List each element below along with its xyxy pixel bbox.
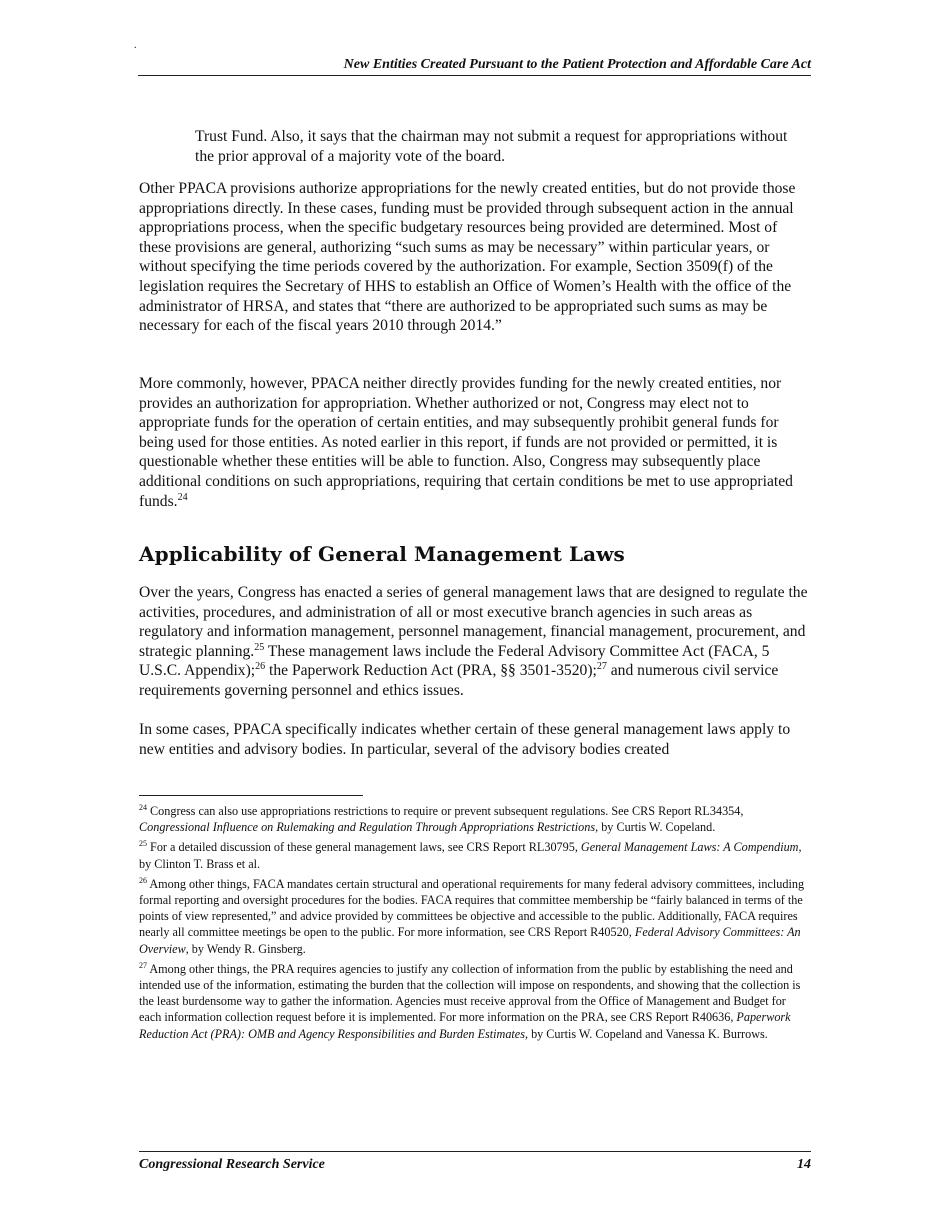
paragraph-no-funding [139,374,811,511]
footnote-ref-25[interactable]: 25 [254,641,265,653]
paragraph-text: These management laws include the Federal Advisory Committee Act (FACA, 5 U.S.C. Appendix); [139,642,770,680]
footnote-report-title: Paperwork Reduction Act (PRA): OMB and Agency Responsibilities and Burden Estimates [139,1010,791,1041]
footnote-report-title: Congressional Influence on Rulemaking and Regulation Through Appropriations Restrictions [139,820,596,835]
footnote-text: , by Curtis W. Copeland and Vanessa K. Burrows. [524,1026,768,1041]
footnote-text: Among other things, FACA mandates certain structural and operational requirements for many federal advisory committees, including formal reporting and oversight procedures for the bodies. FACA requires that committee membership be “fairly balanced in terms of the points of view represented,” and advice provided by committees be objective and accessible to the public. Additionally, FACA requires nearly all committee meetings be open to the public. For more information, see CRS Report R40520, [139,876,805,940]
paragraph-text: Other PPACA provisions authorize appropriations for the newly created entities, but do not provide those appropriations directly. In these cases, funding must be provided through subsequent action in the annual appropriations process, when the specific budgetary resources being provided are determined. Most of these provisions are general, authorizing “such sums as may be necessary” within particular years, or without specifying the time periods covered by the authorization. For example, Section 3509(f) of the legislation requires the Secretary of HHS to establish an Office of Women’s Health with the office of the administrator of HRSA, and states that “there are authorized to be appropriated such sums as may be necessary for each of the fiscal years 2010 through 2014.” [139,180,796,335]
paragraph-ppaca-applicability: In some cases, PPACA specifically indicates whether certain of these general management laws apply to new entities and advisory bodies. In particular, several of the advisory bodies created [139,721,791,758]
footnote-24 [139,803,811,835]
footnote-number: 25 [139,839,147,849]
block-quote: Trust Fund. Also, it says that the chairman may not submit a request for appropriations without the prior approval of a majority vote of the board. [195,128,788,165]
paragraph-text: and numerous civil service requirements governing personnel and ethics issues. [139,662,779,699]
footnote-number: 27 [139,960,147,970]
paragraph-funding-authorization [139,179,811,336]
footnote-27 [139,961,811,1042]
footnote-text: , by Wendy R. Ginsberg. [185,941,306,956]
footnote-26 [139,876,811,957]
header-dot: . [134,40,137,51]
footnote-ref-27[interactable]: 27 [596,661,607,673]
footnote-text: For a detailed discussion of these general management laws, see CRS Report RL30795, [147,840,581,855]
footnote-number: 26 [139,875,147,885]
footnote-report-title: Federal Advisory Committees: An Overview [139,925,801,956]
footer-publisher: Congressional Research Service [139,1157,325,1172]
paragraph-management-laws [139,583,811,701]
footnote-number: 24 [139,802,147,812]
section-heading: Applicability of General Management Laws [139,542,625,566]
footnote-text: , by Clinton T. Brass et al. [139,840,802,871]
footnote-ref-24[interactable]: 24 [177,491,188,503]
footnote-25 [139,839,811,871]
footnote-text: Congress can also use appropriations restrictions to require or prevent subsequent regulations. See CRS Report RL34354, [147,804,744,818]
footnote-divider [139,795,363,796]
paragraph-text: the Paperwork Reduction Act (PRA, §§ 3501-3520); [265,662,597,680]
footnotes [139,803,811,1046]
footnote-ref-26[interactable]: 26 [255,661,266,673]
footnote-report-title: General Management Laws: A Compendium [580,840,799,855]
footnote-text: Among other things, the PRA requires agencies to justify any collection of information from the public by establishing the need and intended use of the information, estimating the burden that the collection will impose on respondents, and showing that the collection is the least burdensome way to gather the information. Agencies must receive approval from the Office of Management and Budget for each information collection request before it is implemented. For more information on the PRA, see CRS Report R40636, [139,961,801,1025]
running-header: New Entities Created Pursuant to the Patient Protection and Affordable Care Act [138,56,811,76]
paragraph-text: More commonly, however, PPACA neither directly provides funding for the newly created entities, nor provides an authorization for appropriation. Whether authorized or not, Congress may elect not to appropriate funds for the operation of certain entities, and may subsequently prohibit general funds for being used for those entities. As noted earlier in this report, if funds are not provided or permitted, it is questionable whether these entities will be able to function. Also, Congress may subsequently place additional conditions on such appropriations, requiring that certain conditions be met to use appropriated funds. [139,375,793,510]
running-footer [139,1151,811,1174]
page-number: 14 [797,1157,811,1172]
paragraph-text: Over the years, Congress has enacted a series of general management laws that are designed to regulate the activities, procedures, and administration of all or most executive branch agencies in such areas as regulatory and information management, personnel management, financial management, procurement, and strategic planning. [139,584,808,660]
footnote-text: , by Curtis W. Copeland. [595,820,716,835]
